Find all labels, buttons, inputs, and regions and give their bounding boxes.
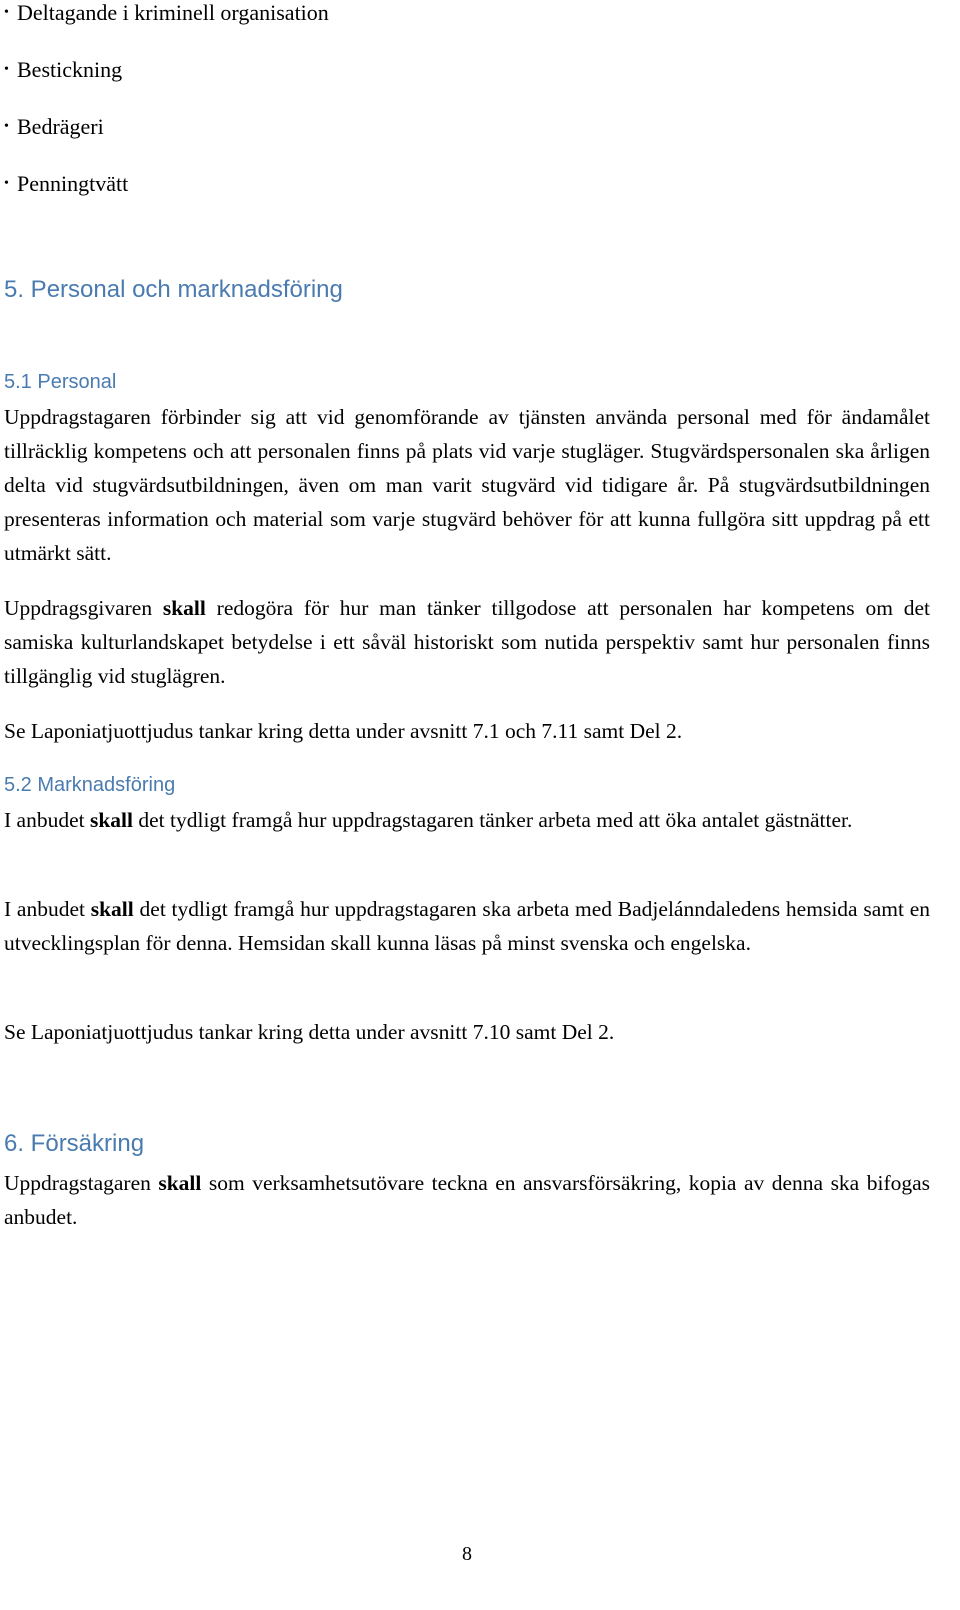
bullet-icon: • bbox=[4, 62, 9, 77]
text-segment: I anbudet bbox=[4, 897, 91, 921]
bullet-icon: • bbox=[4, 5, 9, 20]
section-5-heading: 5. Personal och marknadsföring bbox=[4, 276, 343, 303]
list-item bbox=[4, 57, 329, 114]
text-segment: det tydligt framgå hur uppdragstagaren tänker arbeta med att öka antalet gästnätter. bbox=[133, 808, 853, 832]
bullet-icon: • bbox=[4, 119, 9, 134]
list-item bbox=[4, 114, 329, 171]
section-5-2-paragraph-3: Se Laponiatjuottjudus tankar kring detta under avsnitt 7.10 samt Del 2. bbox=[4, 1020, 615, 1044]
list-item bbox=[4, 0, 329, 57]
emphasis-skall: skall bbox=[90, 897, 134, 921]
section-5-2-heading: 5.2 Marknadsföring bbox=[4, 774, 176, 796]
text-segment: det tydligt framgå hur uppdragstagaren ska arbeta med Badjelánndaledens hemsida samt en utvecklingsplan för denna. Hemsidan skall kunna läsas på minst svenska och engelska. bbox=[4, 897, 930, 955]
text-segment: redogöra för hur man tänker tillgodose att personalen har kompetens om det samiska kulturlandskapet betydelse i ett såväl historiskt som nutida perspektiv samt hur personalen finns tillgänglig vid stuglägren. bbox=[4, 596, 930, 688]
bullet-list bbox=[4, 0, 329, 228]
section-5-1-heading: 5.1 Personal bbox=[4, 371, 117, 393]
bullet-icon: • bbox=[4, 176, 9, 191]
section-5-1-paragraph-2 bbox=[4, 591, 930, 693]
list-item-text: Bestickning bbox=[17, 57, 123, 82]
emphasis-skall: skall bbox=[158, 1171, 202, 1195]
page-number: 8 bbox=[462, 1543, 472, 1565]
list-item-text: Deltagande i kriminell organisation bbox=[17, 0, 329, 25]
section-6-paragraph-1 bbox=[4, 1166, 930, 1234]
section-6-heading: 6. Försäkring bbox=[4, 1130, 145, 1157]
text-segment: Uppdragsgivaren bbox=[4, 596, 163, 620]
section-5-2-paragraph-2 bbox=[4, 892, 930, 960]
emphasis-skall: skall bbox=[89, 808, 133, 832]
text-segment: I anbudet bbox=[4, 808, 90, 832]
list-item-text: Penningtvätt bbox=[17, 171, 129, 196]
section-5-1-paragraph-3: Se Laponiatjuottjudus tankar kring detta under avsnitt 7.1 och 7.11 samt Del 2. bbox=[4, 719, 683, 743]
list-item bbox=[4, 171, 329, 228]
emphasis-skall: skall bbox=[162, 596, 206, 620]
text-segment: som verksamhetsutövare teckna en ansvarsförsäkring, kopia av denna ska bifogas anbudet. bbox=[4, 1171, 931, 1229]
section-5-2-paragraph-1 bbox=[4, 803, 930, 837]
text-segment: Uppdragstagaren bbox=[4, 1171, 159, 1195]
list-item-text: Bedrägeri bbox=[17, 114, 104, 139]
section-5-1-paragraph-1: Uppdragstagaren förbinder sig att vid genomförande av tjänsten använda personal med för ändamålet tillräcklig kompetens och att personalen finns på plats vid varje stugläger. Stugvärdspersonalen ska årligen delta vid stugvärdsutbildningen, även om man varit stugvärd vid tidigare år. På stugvärdsutbildningen presenteras information och material som varje stugvärd behöver för att kunna fullgöra sitt uppdrag på ett utmärkt sätt. bbox=[4, 405, 930, 565]
